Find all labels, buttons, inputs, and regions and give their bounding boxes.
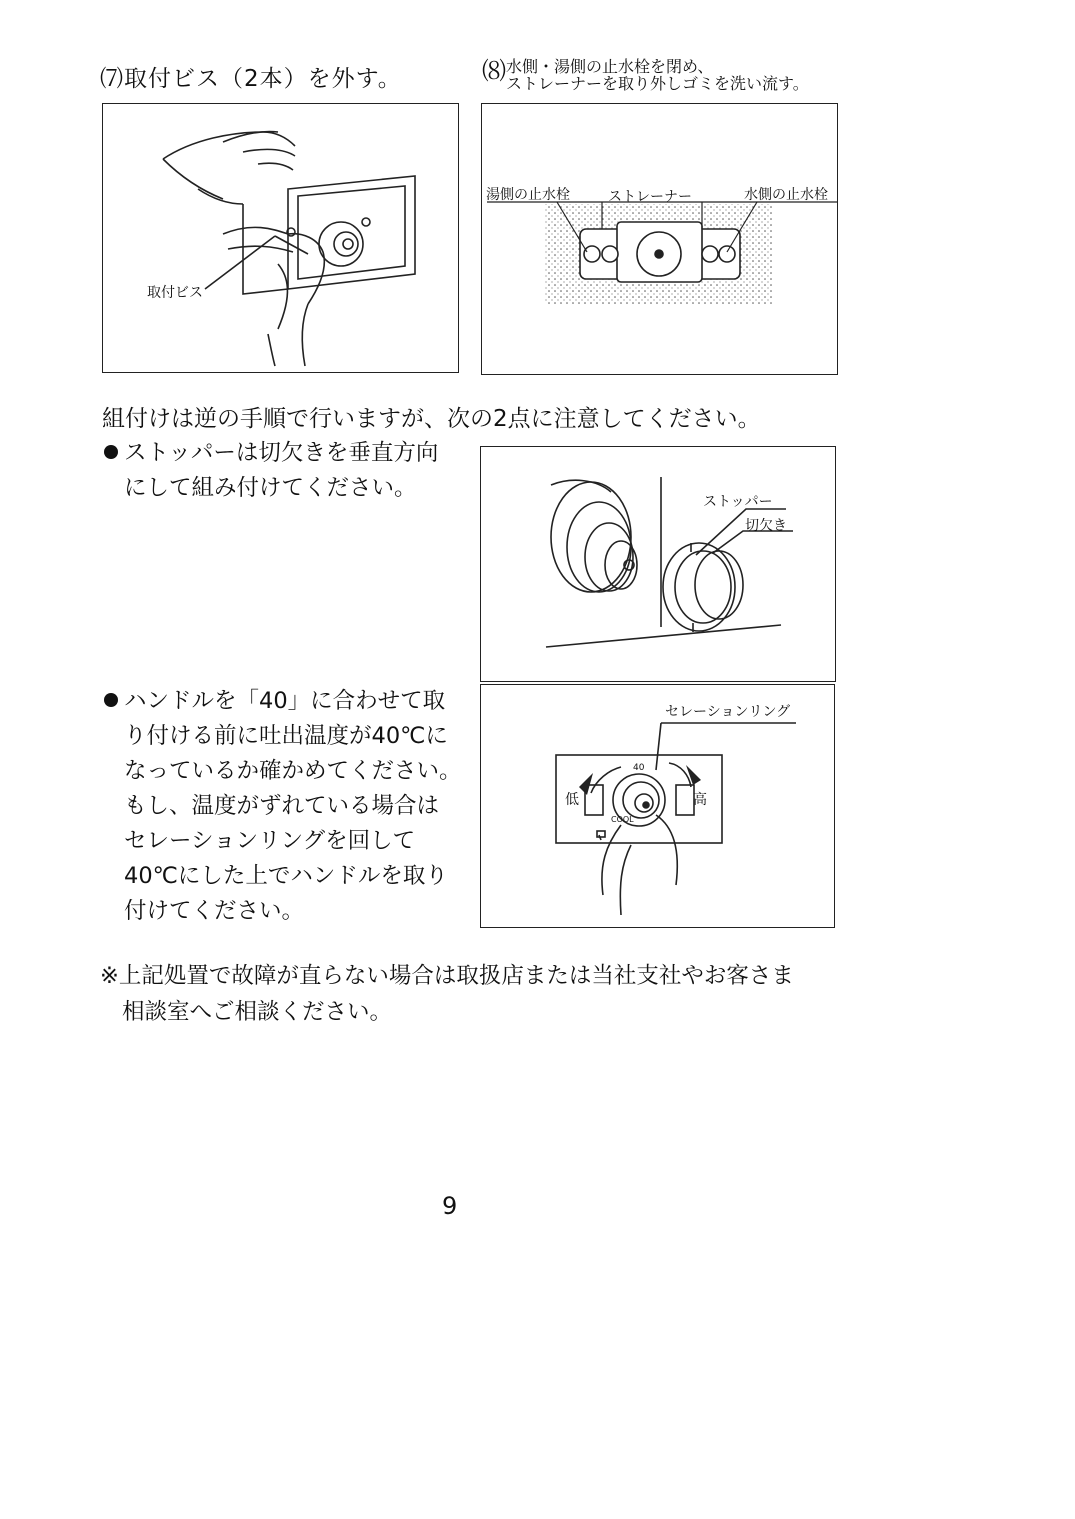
step8-number: ⑻ (482, 57, 506, 85)
label-strainer: ストレーナー (608, 189, 692, 205)
figure-strainer (481, 103, 838, 375)
label-low: 低 (565, 792, 579, 808)
page-number: 9 (442, 1192, 458, 1220)
label-hot-side-valve: 湯側の止水栓 (486, 187, 570, 203)
step8-heading (482, 58, 842, 98)
serration-ring-illustration (481, 685, 834, 927)
label-40: 40 (633, 763, 645, 773)
bullet-handle-line4: もし、温度がずれている場合は (124, 793, 440, 819)
repair-note-line1: ※上記処置で故障が直らない場合は取扱店または当社支社やお客さま (100, 963, 794, 989)
bullet-handle-line6: 40℃にした上でハンドルを取り (124, 863, 448, 889)
label-notch: 切欠き (745, 518, 787, 534)
assembly-intro-text: 組付けは逆の手順で行いますが、次の2点に注意してください。 (102, 406, 761, 432)
label-high: 高 (693, 792, 707, 808)
bullet-handle-line2: り付ける前に吐出温度が40℃に (124, 723, 448, 749)
label-cool: COOL (611, 815, 634, 824)
figure-stopper (480, 446, 836, 682)
repair-note (100, 958, 794, 1030)
label-mounting-screw: 取付ビス (147, 285, 203, 301)
bullet-dot-icon (104, 693, 118, 707)
bullet-handle-line5: セレーションリングを回して (124, 828, 416, 854)
bullet-stopper-line1: ストッパーは切欠きを垂直方向 (104, 436, 438, 471)
label-cold-side-valve: 水側の止水栓 (744, 187, 828, 203)
bullet-handle-line3: なっているか確かめてください。 (124, 758, 462, 784)
bullet-handle-line1: ハンドルを「40」に合わせて取 (104, 684, 462, 719)
bullet-dot-icon (104, 445, 118, 459)
step7-heading: ⑺取付ビス（2本）を外す。 (100, 66, 402, 92)
strainer-illustration (482, 104, 837, 374)
step8-line1: 水側・湯側の止水栓を閉め、 (506, 57, 714, 76)
step8-line2: ストレーナーを取り外しゴミを洗い流す。 (506, 74, 809, 93)
bullet-handle (104, 684, 462, 929)
figure-remove-screws (102, 103, 459, 373)
stopper-illustration (481, 447, 835, 681)
repair-note-line2: 相談室へご相談ください。 (122, 999, 393, 1025)
label-stopper: ストッパー (703, 494, 773, 510)
bullet-stopper (104, 436, 438, 506)
bullet-handle-line7: 付けてください。 (124, 898, 305, 924)
bullet-stopper-line2: にして組み付けてください。 (124, 475, 417, 501)
screw-removal-illustration (103, 104, 458, 372)
label-serration-ring: セレーションリング (665, 704, 791, 720)
figure-serration-ring (480, 684, 835, 928)
